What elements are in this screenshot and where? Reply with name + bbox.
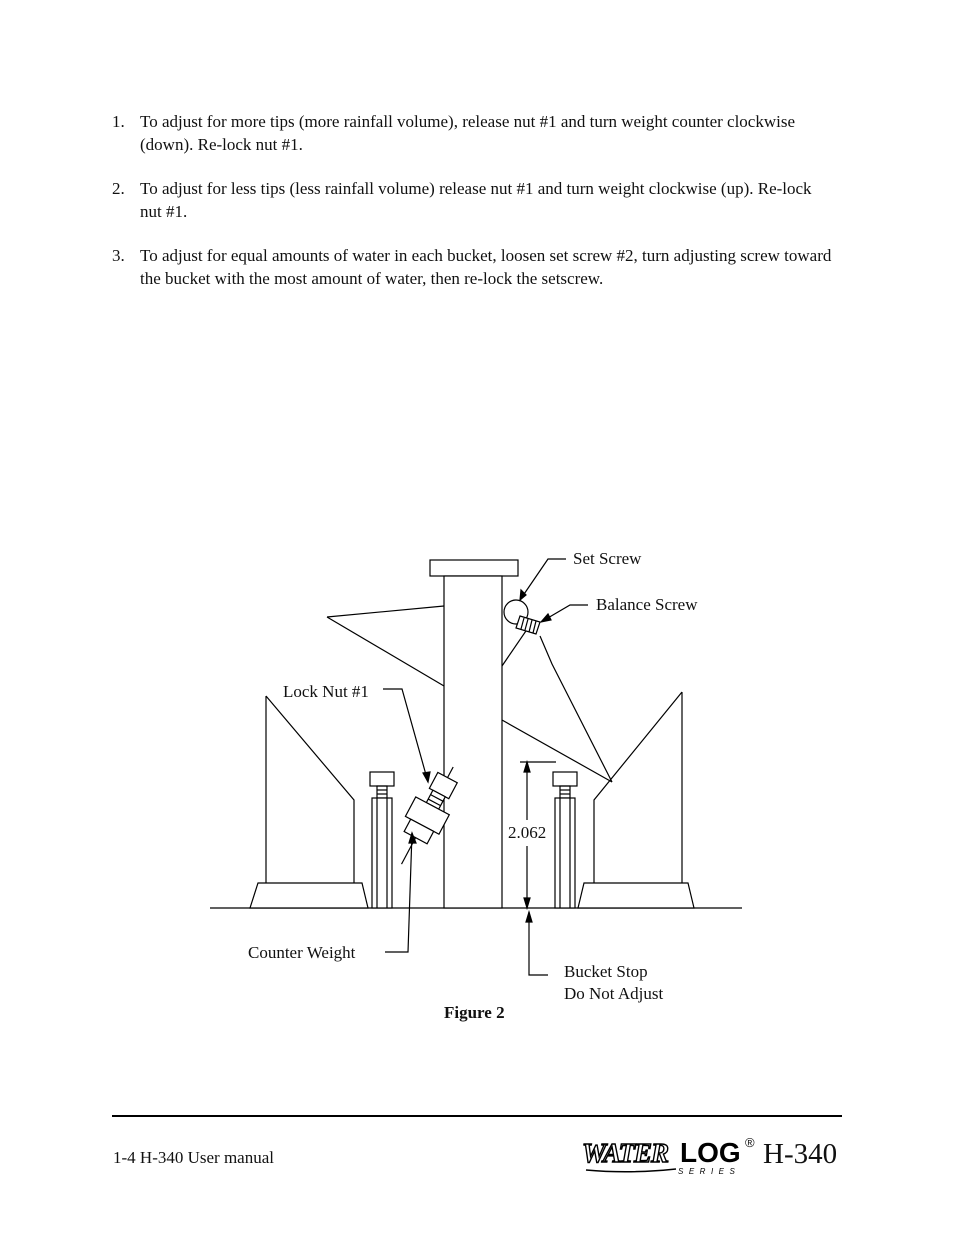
logo-water-text: WATER	[582, 1138, 669, 1168]
logo-log-text: LOG	[680, 1137, 741, 1168]
right-bucket-base	[578, 883, 694, 908]
left-bucket-base	[250, 883, 368, 908]
model-number: H-340	[763, 1138, 838, 1170]
center-post	[444, 576, 502, 908]
dimension-label: 2.062	[508, 823, 547, 842]
balance-screw	[516, 616, 540, 634]
figure-caption: Figure 2	[444, 1003, 505, 1022]
registered-mark: ®	[745, 1135, 755, 1150]
bucket-arm-left-bottom	[327, 617, 444, 686]
instruction-number: 2.	[112, 179, 125, 198]
bucket-arm-right-edge	[540, 636, 612, 782]
set-screw-leader	[520, 559, 566, 600]
footer-rule	[112, 1115, 842, 1117]
lock-nut-label: Lock Nut #1	[283, 682, 369, 701]
lock-nut-leader	[383, 689, 428, 782]
left-bucket-slope	[266, 696, 354, 883]
balance-screw-label: Balance Screw	[596, 595, 698, 614]
counter-weight-label: Counter Weight	[248, 943, 356, 962]
instruction-number: 1.	[112, 112, 125, 131]
instruction-text: To adjust for less tips (less rainfall volume) release nut #1 and turn weight clockwise (up). Re-lock nut #1.	[140, 179, 812, 221]
instruction-text: To adjust for equal amounts of water in each bucket, loosen set screw #2, turn adjusting screw toward the bucket with the most amount of water, then re-lock the setscrew.	[140, 246, 832, 288]
waterlog-logo	[582, 1135, 757, 1178]
instruction-text: To adjust for more tips (more rainfall volume), release nut #1 and turn weight counter clockwise (down). Re-lock nut #1.	[140, 112, 795, 154]
logo-series-text: SERIES	[678, 1167, 741, 1176]
do-not-adjust-label: Do Not Adjust	[564, 984, 664, 1003]
right-bucket-stop	[553, 772, 577, 908]
set-screw-label: Set Screw	[573, 549, 642, 568]
footer-page-ref: 1-4 H-340 User manual	[113, 1148, 274, 1167]
post-cap	[430, 560, 518, 576]
left-bucket-stop	[370, 772, 394, 908]
right-bucket-slope	[594, 692, 682, 883]
bucket-arm-left-top	[327, 606, 444, 617]
instruction-number: 3.	[112, 246, 125, 265]
logo-swash-icon	[582, 1166, 678, 1174]
bucket-stop-label: Bucket Stop	[564, 962, 648, 981]
